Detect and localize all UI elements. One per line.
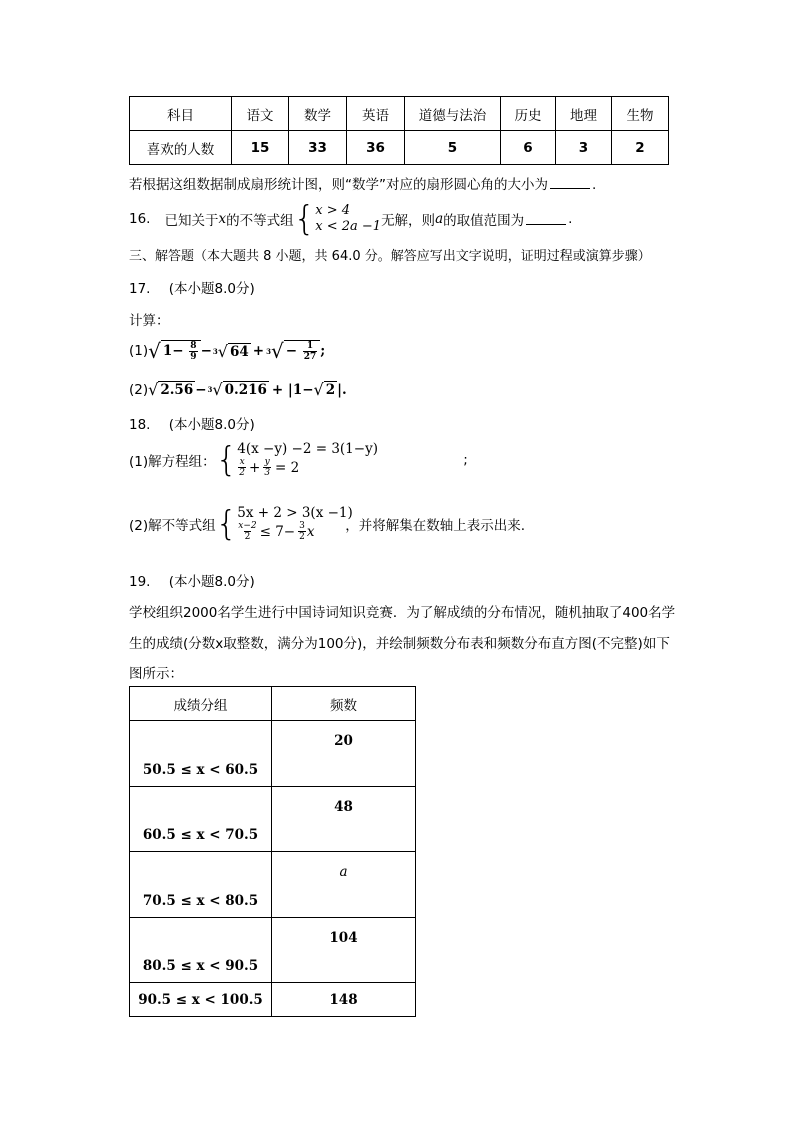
fraction <box>303 341 318 362</box>
question-number: 16. <box>129 211 151 227</box>
q17-part2 <box>129 380 347 399</box>
brace-icon: { <box>215 439 238 480</box>
fraction: $\frac{x-2}{2}$ <box>238 521 257 542</box>
q18-part2 <box>129 505 525 542</box>
q19-header <box>129 570 255 590</box>
q16-text-c: 无解，则 <box>381 213 436 229</box>
table-cell: 33 <box>289 131 347 165</box>
denominator: 27 <box>303 352 317 362</box>
table-row <box>130 721 416 787</box>
var-x: x <box>218 211 227 227</box>
table-cell: 语文 <box>232 97 289 131</box>
question-score: (本小题8.0分) <box>168 417 255 433</box>
abs-expression: + |1− <box>271 381 314 398</box>
fraction: $\frac{3}{2}$ <box>299 521 305 542</box>
q17-prompt: 计算： <box>129 313 170 329</box>
punctuation: ; <box>463 451 468 468</box>
table-cell: 3 <box>556 131 612 165</box>
q15-end: . <box>592 177 597 193</box>
q17-part1 <box>129 339 325 363</box>
equation-system <box>237 441 378 478</box>
question-number: 18. <box>129 417 151 433</box>
inequality-system <box>315 203 381 235</box>
range-cell: 80.5 ≤ x < 90.5 <box>130 918 272 983</box>
q19-line2: 生的成绩(分数x取整数，满分为100分)，并绘制频数分布表和频数分布直方图(不完整)如下 <box>129 636 670 652</box>
frequency-table <box>129 686 416 1017</box>
sqrt-icon: √ <box>217 341 228 361</box>
root-index: 3 <box>207 385 213 394</box>
table-cell: 2 <box>612 131 669 165</box>
operator: − <box>285 343 297 359</box>
table-header-row <box>130 687 416 721</box>
table-row <box>130 97 669 131</box>
table-header-cell: 成绩分组 <box>130 687 272 721</box>
q16-end: . <box>568 211 573 227</box>
denominator: 9 <box>190 352 197 362</box>
table-row <box>130 852 416 918</box>
abs-expression-end: |. <box>337 381 347 398</box>
radicand <box>284 340 321 362</box>
radicand: 64 <box>229 343 249 360</box>
table-cell: 历史 <box>501 97 556 131</box>
inequality-system <box>237 505 353 542</box>
var-a: a <box>435 211 444 227</box>
question-score: (本小题8.0分) <box>168 574 255 590</box>
question-number: 19. <box>129 574 151 590</box>
equation-line: 4(x −y) −2 = 3(1−y) <box>237 441 378 457</box>
brace-icon: { <box>293 199 316 239</box>
punctuation: ; <box>320 343 326 359</box>
q16-text-b: 的不等式组 <box>226 213 294 229</box>
frequency-cell: 48 <box>272 787 416 852</box>
table-cell: 地理 <box>556 97 612 131</box>
sqrt-icon: √ <box>148 339 161 363</box>
q16-text-a: 已知关于 <box>164 213 219 229</box>
q15-body: 若根据这组数据制成扇形统计图，则“数学”对应的扇形圆心角的大小为 <box>129 177 548 193</box>
equation-line: $\frac{x}{2}$ + $\frac{y}{3}$ = 2 <box>239 457 300 478</box>
inequality-line: 5x + 2 > 3(x −1) <box>237 505 353 521</box>
q16-text-d: 的取值范围为 <box>443 213 525 229</box>
table-cell: 36 <box>347 131 405 165</box>
range-cell: 60.5 ≤ x < 70.5 <box>130 787 272 852</box>
frequency-cell: 20 <box>272 721 416 787</box>
range-cell: 50.5 ≤ x < 60.5 <box>130 721 272 787</box>
table-cell: 道德与法治 <box>405 97 501 131</box>
table-cell: 5 <box>405 131 501 165</box>
table-header-cell: 频数 <box>272 687 416 721</box>
fraction: $\frac{x}{2}$ <box>239 457 245 478</box>
part-label: (2)解不等式组 <box>129 517 216 534</box>
part-label: (1)解方程组： <box>129 453 216 470</box>
table-cell: 喜欢的人数 <box>130 131 232 165</box>
inequality-line: x > 4 <box>315 203 351 218</box>
answer-blank <box>526 213 566 225</box>
frequency-cell: 148 <box>272 983 416 1017</box>
table-cell: 英语 <box>347 97 405 131</box>
table-row <box>130 983 416 1017</box>
radicand <box>161 340 201 362</box>
fraction: $\frac{y}{3}$ <box>264 457 271 478</box>
subject-preference-table <box>129 96 669 165</box>
radicand: 2.56 <box>160 382 194 398</box>
operator: − <box>200 343 212 359</box>
inequality-line: $\frac{x-2}{2}$ ≤ 7− $\frac{3}{2}$ x <box>238 521 315 542</box>
q18-part2-tail: ，并将解集在数轴上表示出来. <box>345 517 526 534</box>
table-cell: 生物 <box>612 97 669 131</box>
sqrt-icon: √ <box>313 380 324 399</box>
table-cell: 6 <box>501 131 556 165</box>
sqrt-icon: √ <box>148 380 159 399</box>
part-label: (1) <box>129 343 149 359</box>
question-score: (本小题8.0分) <box>168 281 255 297</box>
radicand: 2 <box>325 382 336 398</box>
brace-icon: { <box>215 503 238 544</box>
operator: + <box>252 343 265 359</box>
sqrt-icon: √ <box>270 339 284 363</box>
numerator: 8 <box>190 341 197 351</box>
table-row <box>130 787 416 852</box>
q16-text <box>129 199 573 239</box>
section-heading: 三、解答题（本大题共 8 小题，共 64.0 分。解答应写出文字说明，证明过程或演算步骤） <box>129 249 651 264</box>
q15-text <box>129 173 596 193</box>
table-cell: 数学 <box>289 97 347 131</box>
table-cell: 15 <box>232 131 289 165</box>
radicand: 0.216 <box>224 382 267 398</box>
table-row <box>130 918 416 983</box>
q19-line1: 学校组织2000名学生进行中国诗词知识竞赛．为了解成绩的分布情况，随机抽取了400名学 <box>129 605 676 621</box>
operator: − <box>195 381 207 398</box>
inequality-line: x < 2a −1 <box>315 219 382 234</box>
fraction <box>189 341 197 362</box>
part-label: (2) <box>129 381 149 398</box>
q17-header <box>129 277 255 297</box>
q19-line3: 图所示： <box>129 666 183 682</box>
root-index: 3 <box>266 346 271 356</box>
range-cell: 70.5 ≤ x < 80.5 <box>130 852 272 918</box>
frequency-cell: 104 <box>272 918 416 983</box>
radicand-part: 1− <box>162 343 184 359</box>
range-cell: 90.5 ≤ x < 100.5 <box>130 983 272 1017</box>
sqrt-icon: √ <box>212 380 223 399</box>
question-number: 17. <box>129 281 151 297</box>
table-row <box>130 131 669 165</box>
inequality-mid: ≤ 7− <box>259 523 296 540</box>
equation-tail: = 2 <box>275 459 300 476</box>
q18-part1 <box>129 441 468 478</box>
q18-header <box>129 413 255 433</box>
frequency-cell: a <box>272 852 416 918</box>
table-cell: 科目 <box>130 97 232 131</box>
root-index: 3 <box>212 346 218 356</box>
numerator: 1 <box>306 341 314 351</box>
answer-blank <box>550 177 590 189</box>
